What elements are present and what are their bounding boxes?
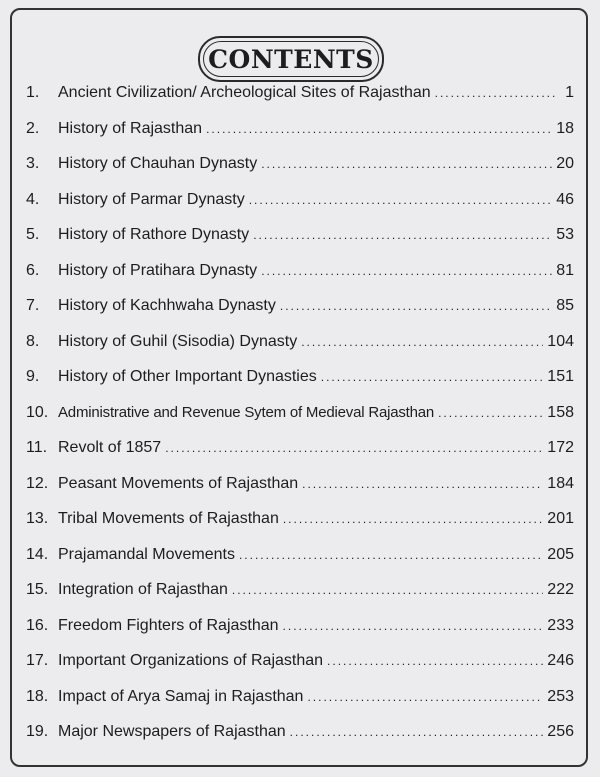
toc-entry-number: 15. (26, 581, 49, 598)
toc-entry-number: 1. (26, 84, 40, 101)
toc-entry-title: History of Rajasthan (58, 119, 203, 137)
toc-entry-number: 16. (26, 616, 49, 634)
toc-entry[interactable] (26, 439, 574, 475)
toc-entry-title: History of Guhil (Sisodia) Dynasty (58, 332, 298, 350)
dot-leader (261, 264, 552, 278)
dot-leader (206, 122, 552, 136)
toc-entry-title: Peasant Movements of Rajasthan (58, 474, 299, 492)
dot-leader (438, 406, 543, 420)
toc-entry-title: Major Newspapers of Rajasthan (58, 723, 286, 740)
toc-entry-page: 151 (547, 368, 574, 385)
toc-entry-title: Impact of Arya Samaj in Rajasthan (58, 687, 304, 705)
toc-entry[interactable] (26, 546, 574, 582)
toc-entry-page: 222 (547, 581, 574, 598)
toc-entry-title: Tribal Movements of Rajasthan (58, 510, 279, 527)
toc-entry[interactable] (26, 84, 574, 120)
toc-entry-number: 5. (26, 226, 40, 243)
toc-entry-page: 253 (547, 687, 574, 705)
dot-leader (283, 512, 543, 526)
toc-entry-page: 233 (547, 616, 574, 634)
dot-leader (165, 441, 543, 455)
toc-entry-title: History of Kachhwaha Dynasty (58, 297, 276, 314)
toc-entry-page: 53 (556, 226, 574, 243)
toc-entry-number: 19. (26, 723, 49, 740)
toc-entry-page: 85 (556, 297, 574, 314)
dot-leader (239, 548, 543, 562)
toc-entry-title: History of Rathore Dynasty (58, 226, 250, 243)
table-of-contents (26, 84, 574, 759)
toc-entry-title: Integration of Rajasthan (58, 581, 228, 598)
toc-entry[interactable] (26, 404, 574, 440)
dot-leader (253, 228, 552, 242)
toc-entry-page: 18 (556, 119, 574, 137)
toc-entry-number: 12. (26, 474, 49, 492)
dot-leader (232, 583, 543, 597)
toc-entry-page: 172 (547, 439, 574, 456)
toc-entry-number: 11. (26, 439, 48, 456)
toc-entry-number: 8. (26, 332, 40, 350)
toc-entry[interactable] (26, 475, 574, 511)
toc-entry-page: 205 (547, 545, 574, 563)
toc-entry-number: 4. (26, 190, 40, 208)
dot-leader (249, 193, 552, 207)
toc-entry[interactable] (26, 333, 574, 369)
toc-entry-number: 18. (26, 687, 49, 705)
toc-entry-title: Freedom Fighters of Rajasthan (58, 616, 279, 634)
toc-entry-page: 201 (547, 510, 574, 527)
toc-entry-number: 2. (26, 119, 40, 137)
toc-entry-page: 246 (547, 652, 574, 669)
toc-entry-number: 17. (26, 652, 49, 669)
toc-entry-number: 9. (26, 368, 40, 385)
toc-entry-title: History of Other Important Dynasties (58, 368, 317, 385)
dot-leader (435, 86, 556, 100)
toc-entry-page: 81 (556, 261, 574, 279)
toc-entry[interactable] (26, 510, 574, 546)
toc-entry-number: 7. (26, 297, 40, 314)
toc-entry-title: History of Chauhan Dynasty (58, 155, 258, 172)
toc-entry[interactable] (26, 581, 574, 617)
toc-entry[interactable] (26, 191, 574, 227)
toc-entry-number: 3. (26, 155, 40, 172)
dot-leader (261, 157, 552, 171)
page-title: CONTENTS (203, 41, 379, 77)
toc-entry-title: Important Organizations of Rajasthan (58, 652, 324, 669)
toc-entry[interactable] (26, 723, 574, 759)
toc-entry-page: 158 (547, 403, 574, 421)
dot-leader (327, 654, 543, 668)
toc-entry[interactable] (26, 297, 574, 333)
dot-leader (290, 725, 544, 739)
toc-entry[interactable] (26, 368, 574, 404)
toc-entry-page: 184 (547, 474, 574, 492)
toc-entry[interactable] (26, 617, 574, 653)
dot-leader (301, 335, 543, 349)
toc-entry[interactable] (26, 262, 574, 298)
toc-entry-page: 20 (556, 155, 574, 172)
toc-entry-title: Administrative and Revenue Sytem of Medieval Rajasthan (58, 403, 435, 421)
toc-entry[interactable] (26, 688, 574, 724)
toc-entry-page: 46 (556, 190, 574, 208)
toc-entry-number: 14. (26, 545, 49, 563)
toc-entry[interactable] (26, 155, 574, 191)
toc-entry[interactable] (26, 120, 574, 156)
toc-entry-title: History of Parmar Dynasty (58, 190, 245, 208)
toc-entry-number: 6. (26, 261, 40, 279)
toc-entry-number: 10. (26, 403, 49, 421)
toc-entry[interactable] (26, 652, 574, 688)
toc-entry[interactable] (26, 226, 574, 262)
toc-entry-page: 1 (565, 84, 574, 101)
toc-entry-title: Revolt of 1857 (58, 439, 162, 456)
toc-entry-number: 13. (26, 510, 49, 527)
toc-entry-page: 104 (547, 332, 574, 350)
title-badge (198, 36, 384, 82)
dot-leader (283, 619, 544, 633)
dot-leader (302, 477, 543, 491)
toc-entry-page: 256 (547, 723, 574, 740)
toc-entry-title: Ancient Civilization/ Archeological Sites of Rajasthan (58, 84, 431, 101)
toc-entry-title: Prajamandal Movements (58, 545, 235, 563)
toc-entry-title: History of Pratihara Dynasty (58, 261, 258, 279)
dot-leader (321, 370, 544, 384)
dot-leader (280, 299, 552, 313)
dot-leader (307, 690, 543, 704)
